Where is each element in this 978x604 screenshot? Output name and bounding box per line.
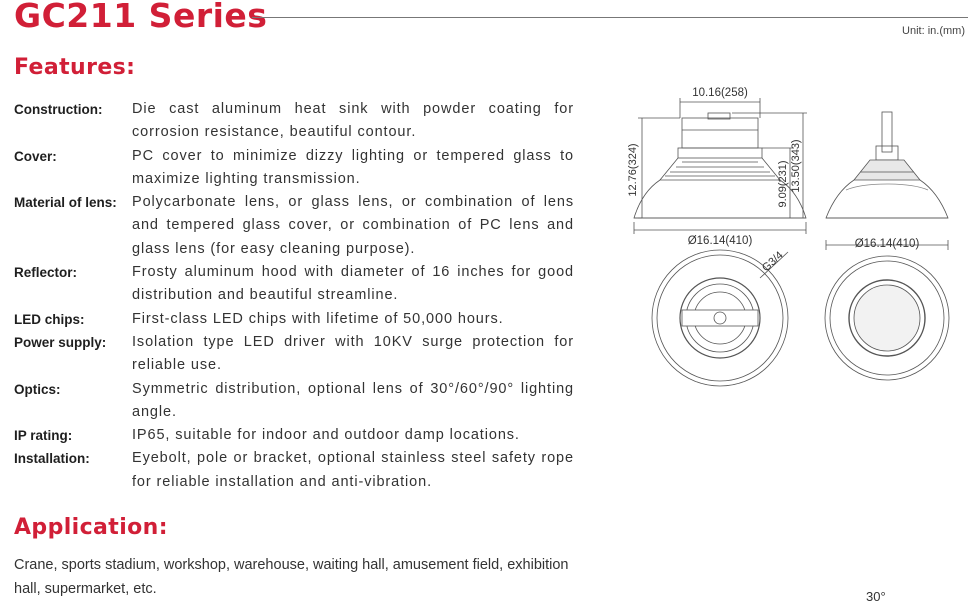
feature-ip-rating xyxy=(14,424,574,447)
application-text: Crane, sports stadium, workshop, warehouse, waiting hall, amusement field, exhibition hall, supermarket, etc. xyxy=(14,557,569,597)
feature-led-chips xyxy=(14,308,574,331)
bottom-view-drawing xyxy=(825,256,949,380)
feature-text: Symmetric distribution, optional lens of 30°/60°/90° lighting angle. xyxy=(132,380,574,420)
technical-drawings xyxy=(620,80,970,400)
feature-power-supply xyxy=(14,331,574,378)
feature-material-of-lens xyxy=(14,191,574,261)
feature-label: Power supply: xyxy=(14,334,107,350)
application-heading: Application: xyxy=(14,515,168,540)
feature-text: Eyebolt, pole or bracket, optional stainless steel safety rope for reliable installation and anti-vibration. xyxy=(132,450,574,490)
title-divider xyxy=(252,17,968,18)
feature-label: Optics: xyxy=(14,381,61,397)
feature-label: Material of lens: xyxy=(14,195,117,211)
page-title: GC211 Series xyxy=(14,0,268,35)
feature-text: IP65, suitable for indoor and outdoor damp locations. xyxy=(132,427,520,444)
features-list xyxy=(14,98,574,494)
features-heading: Features: xyxy=(14,55,136,80)
thread-label: G3/4 xyxy=(759,249,786,275)
top-width-label: 10.16(258) xyxy=(692,87,748,99)
feature-installation xyxy=(14,447,574,494)
feature-text: PC cover to minimize dizzy lighting or tempered glass to maximize lighting transmission. xyxy=(132,147,574,187)
feature-text: Frosty aluminum hood with diameter of 16 inches for good distribution and beautiful streamline. xyxy=(132,264,574,304)
feature-label: Construction: xyxy=(14,102,103,117)
feature-text: First-class LED chips with lifetime of 50,000 hours. xyxy=(132,310,504,327)
body-height-label: 9.09(231) xyxy=(777,160,789,208)
feature-text: Polycarbonate lens, or glass lens, or combination of lens and tempered glass cover, or combination of PC lens and glass lens (for easy cleaning purpose). xyxy=(132,194,574,257)
feature-label: LED chips: xyxy=(14,311,85,327)
perspective-view-drawing xyxy=(826,112,948,250)
feature-construction xyxy=(14,98,574,145)
feature-optics xyxy=(14,378,574,425)
feature-label: Cover: xyxy=(14,148,57,164)
page-footer-label: 30° xyxy=(866,589,886,604)
feature-label: IP rating: xyxy=(14,428,73,444)
feature-label: Reflector: xyxy=(14,265,78,281)
unit-label: Unit: in.(mm) xyxy=(902,25,965,37)
side-diameter-label: Ø16.14(410) xyxy=(687,235,753,247)
feature-text: Isolation type LED driver with 10KV surge protection for reliable use. xyxy=(132,333,574,374)
overall-height-label: 13.50(343) xyxy=(790,139,802,193)
total-height-label: 12.76(324) xyxy=(627,143,639,197)
front-diameter-label: Ø16.14(410) xyxy=(854,238,920,250)
feature-label: Installation: xyxy=(14,451,90,467)
feature-cover xyxy=(14,145,574,192)
feature-text: Die cast aluminum heat sink with powder coating for corrosion resistance, beautiful contour. xyxy=(132,101,574,141)
feature-reflector xyxy=(14,261,574,308)
